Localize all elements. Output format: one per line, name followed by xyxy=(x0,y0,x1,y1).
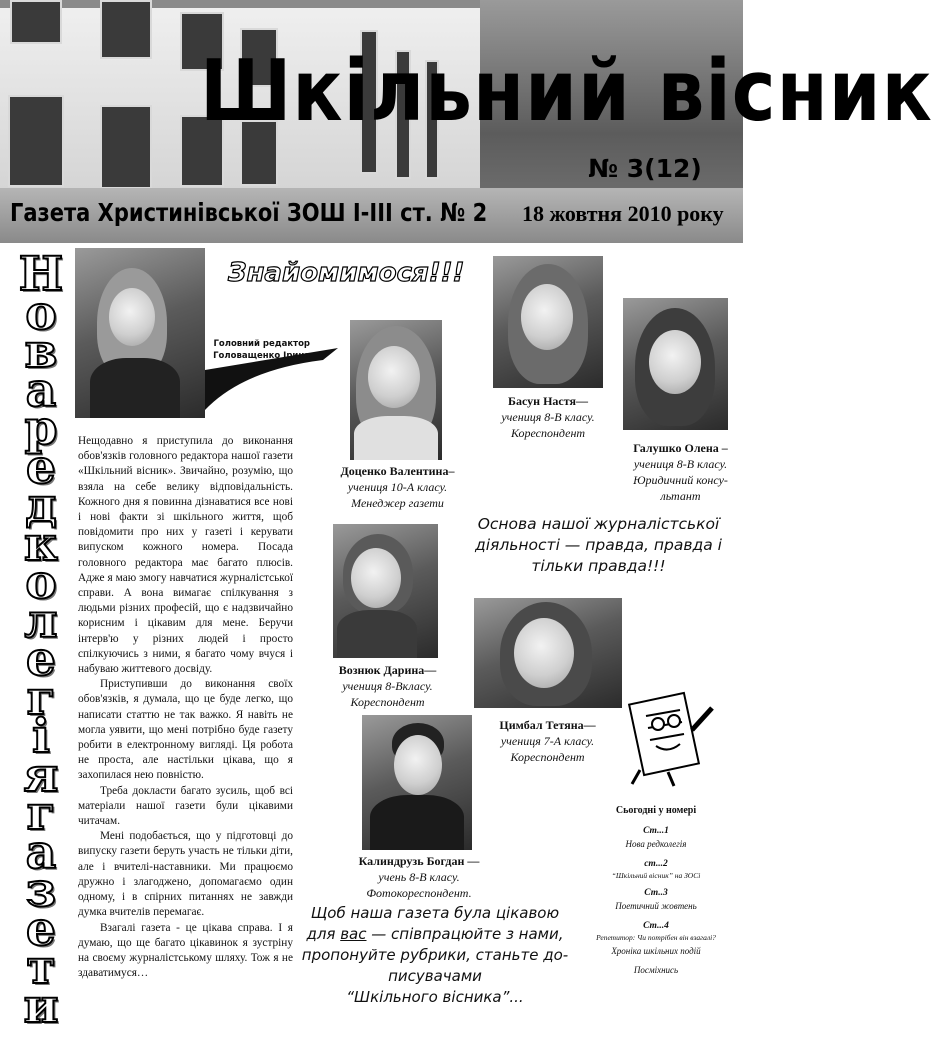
editor-photo xyxy=(75,248,205,418)
toc-item: Хроніка шкільних подій xyxy=(611,946,701,956)
toc-title: Сьогодні у номері xyxy=(615,805,697,816)
toc-item: Посміхнись xyxy=(633,965,679,975)
newspaper-cartoon-icon xyxy=(618,688,718,788)
member-photo xyxy=(474,598,622,708)
member-photo xyxy=(350,320,442,460)
toc-item: Нова редколегія xyxy=(625,839,687,849)
member-photo xyxy=(623,298,728,430)
toc-item: “Шкільний вісник” на ЗОСі xyxy=(611,871,701,880)
toc-page: Ст...4 xyxy=(643,921,669,931)
motto-quote: Основа нашої журналістської діяльності — правда, правда і тільки правда!!! xyxy=(475,515,722,575)
vertical-letter: е xyxy=(26,632,56,688)
vertical-letter: о xyxy=(25,555,57,611)
article-paragraph: Нещодавно я приступила до виконання обов'язків головного редактора нашої газети «Шкільний вісник». Звичайно, розумію, що взяла на себе велику відповідальність. Кожного дня я повинна дізнаватися все нові і нові факти зі шкільного життя, щоб повідомити про них у газеті і керувати випуском кожного номера. Посада головного редактора має багато плюсів. Адже я маю змогу навчатися журналістської справи. А вона вимагає спілкування з людьми різних професій, що є надзвичайно корисним і цікавим для мене. Беручи інтерв'ю у різних людей і просто спілкуючись з ними, я багато чому вчуся і набуваю життевого досвіду. xyxy=(78,435,293,676)
article-paragraph: Мені подобається, що у підготовці до випуску газети беруть участь не тільки діти, але і вчителі-наставники. Ми працюємо дружно і злагоджено, допомагаємо один одному, і в спірних питаннях не завжди думка вчителів перемагає. xyxy=(78,830,293,919)
vertical-letter: з xyxy=(26,863,56,919)
member-caption: Калиндрузь Богдан — учень 8-В класу. Фотокореспондент. xyxy=(358,854,480,900)
toc-page: Ст..3 xyxy=(644,888,668,898)
article-paragraph: Треба докласти багато зусиль, щоб всі матеріали нашої газети були цікавими читачам. xyxy=(78,784,293,828)
member-caption: Цимбал Тетяна— учениця 7-А класу. Кореспондент xyxy=(499,718,596,764)
masthead xyxy=(0,0,933,243)
member-caption: Доценко Валентина– учениця 10-А класу. Менеджер газети xyxy=(340,464,455,510)
issue-date: 18 жовтня 2010 року xyxy=(522,201,724,226)
section-heading: Знайомимося!!! xyxy=(228,258,465,288)
issue-number: № 3(12) xyxy=(588,154,702,183)
vertical-letter: і xyxy=(32,709,50,765)
vertical-letter: к xyxy=(24,516,58,572)
vertical-letter: е xyxy=(26,901,56,957)
vertical-letter: в xyxy=(24,324,58,380)
reader-appeal: Щоб наша газета була цікавою для вас — співпрацюйте з нами, пропонуйте рубрики, станьте до-писувачами “Шкільного вісника”... xyxy=(301,904,569,1006)
toc-item: Репетитор: Чи потрібен він взагалі? xyxy=(596,933,716,942)
member-photo xyxy=(493,256,603,388)
vertical-letter: я xyxy=(23,747,59,803)
toc-page: ст...2 xyxy=(644,859,668,869)
article-paragraph: Приступивши до виконання своїх обов'язків, я думала, що це буде легко, що написати статтю не так важко. Я навіть не могла уявити, що мені потрібно буде газету робити в електронному вигляді. Ця робота не проста, але настільки цікава, що я захопилася нею повністю. xyxy=(78,678,293,782)
table-of-contents xyxy=(575,804,737,984)
member-photo xyxy=(333,524,438,658)
vertical-letter: г xyxy=(26,786,56,842)
vertical-letter: Н xyxy=(18,247,64,302)
member-caption: Вознюк Дарина— учениця 8-Вкласу. Кореспондент xyxy=(338,663,437,709)
editor-caption: Головний редактор Головащенко Ірина xyxy=(213,339,310,361)
vertical-letter: а xyxy=(25,824,57,880)
vertical-letter: а xyxy=(25,362,57,418)
vertical-letter: и xyxy=(23,978,59,1034)
vertical-letter: т xyxy=(26,940,56,996)
member-caption: Галушко Олена – учениця 8-В класу. Юридичний консу-льтант xyxy=(633,441,728,503)
editor-article xyxy=(78,434,293,981)
vertical-heading xyxy=(6,247,76,1034)
toc-item: Поетичний жовтень xyxy=(615,901,697,911)
toc-page: Ст...1 xyxy=(643,826,669,836)
article-paragraph: Взагалі газета - це цікава справа. І я думаю, що ще багато цікавинок я зустріну на своєму журналістському шляху. Тож я не здаватимуся… xyxy=(78,921,293,980)
newspaper-title: Шкільний вісник xyxy=(200,42,933,141)
vertical-letter: г xyxy=(26,670,56,726)
vertical-letter: д xyxy=(25,478,57,534)
vertical-letter: л xyxy=(24,593,58,649)
vertical-letter: о xyxy=(25,285,57,341)
member-caption: Басун Настя— учениця 8-В класу. Кореспондент xyxy=(501,394,595,440)
newspaper-subtitle: Газета Христинівської ЗОШ І-ІІІ ст. № 2 xyxy=(10,198,488,227)
vertical-letter: е xyxy=(26,439,56,495)
member-photo xyxy=(362,715,472,850)
vertical-letter: р xyxy=(24,401,58,457)
